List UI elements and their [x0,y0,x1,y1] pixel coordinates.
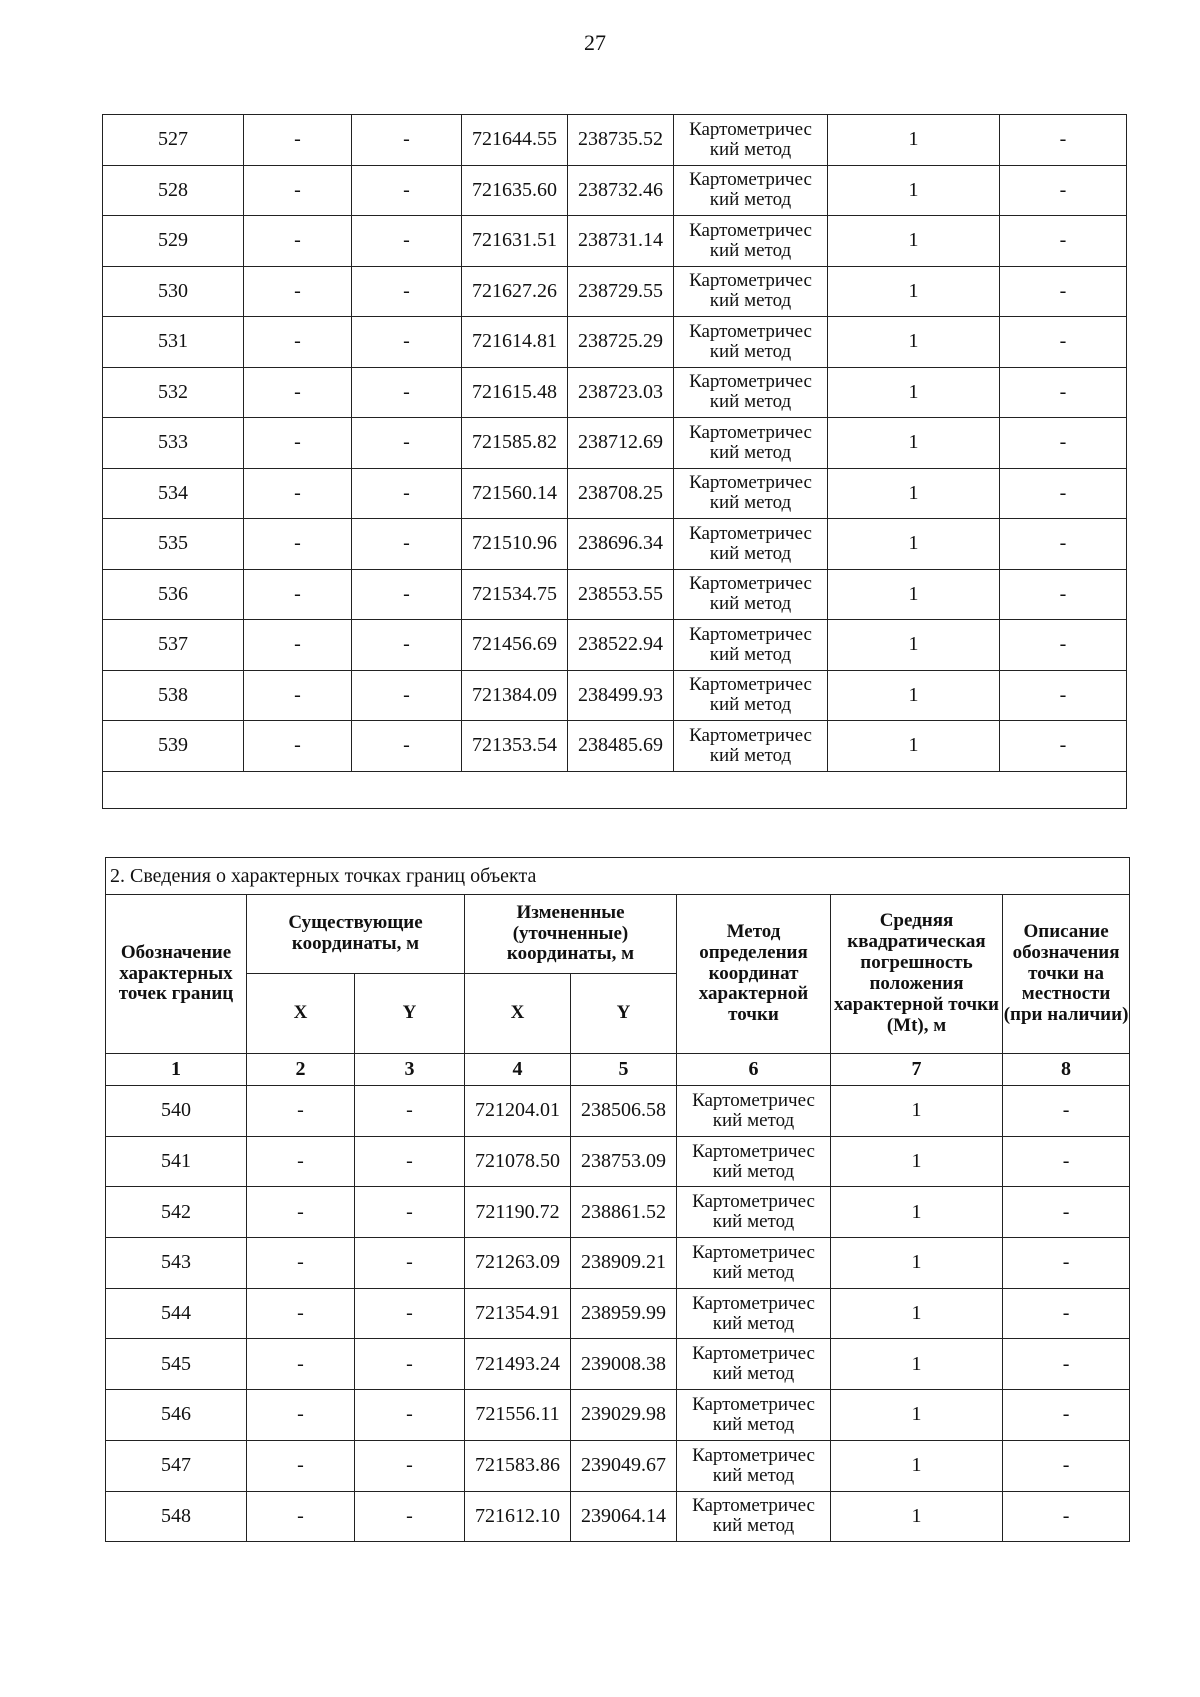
point-description: - [1000,367,1127,418]
page-number: 27 [584,30,606,55]
point-description: - [1003,1440,1130,1491]
existing-y: - [355,1238,465,1289]
mt-value: 1 [828,569,1000,620]
point-designation: 540 [106,1086,247,1137]
method-line-2: кий метод [712,1312,795,1334]
section-title: 2. Сведения о характерных точках границ объекта [106,858,1130,895]
column-number: 6 [677,1054,831,1086]
changed-x: 721612.10 [465,1491,571,1542]
point-designation: 527 [103,115,244,166]
existing-x: - [247,1288,355,1339]
method-cell [674,519,828,570]
point-description: - [1003,1288,1130,1339]
mt-value: 1 [828,115,1000,166]
column-number: 5 [571,1054,677,1086]
existing-x: - [244,670,352,721]
changed-y: 238861.52 [571,1187,677,1238]
existing-x: - [247,1086,355,1137]
existing-y: - [352,721,462,772]
changed-x: 721583.86 [465,1440,571,1491]
table-row [106,1086,1130,1137]
method-line-1: Картометричес [689,472,812,494]
table-row [106,1238,1130,1289]
header-y-changed: Y [571,974,677,1054]
point-description: - [1000,468,1127,519]
mt-value: 1 [831,1086,1003,1137]
method-cell [677,1187,831,1238]
mt-value: 1 [828,317,1000,368]
point-designation: 548 [106,1491,247,1542]
point-designation: 529 [103,216,244,267]
point-description: - [1003,1491,1130,1542]
changed-y: 238725.29 [568,317,674,368]
point-description: - [1000,216,1127,267]
changed-y: 239029.98 [571,1390,677,1441]
changed-x: 721556.11 [465,1390,571,1441]
changed-y: 238522.94 [568,620,674,671]
method-line-1: Картометричес [689,169,812,191]
existing-x: - [244,468,352,519]
method-cell [674,620,828,671]
method-line-1: Картометричес [689,724,812,746]
point-description: - [1003,1339,1130,1390]
existing-x: - [244,721,352,772]
changed-y: 238732.46 [568,165,674,216]
header-method: Метод определения координат характерной точки [677,895,831,1054]
header-point-designation: Обозначение характерных точек границ [106,895,247,1054]
changed-y: 238696.34 [568,519,674,570]
method-line-2: кий метод [709,340,792,362]
table-row [103,165,1127,216]
table-row [106,1491,1130,1542]
existing-y: - [352,418,462,469]
method-line-1: Картометричес [692,1140,815,1162]
changed-x: 721644.55 [462,115,568,166]
mt-value: 1 [831,1187,1003,1238]
method-cell [677,1238,831,1289]
method-line-2: кий метод [712,1109,795,1131]
changed-y: 238506.58 [571,1086,677,1137]
point-designation: 532 [103,367,244,418]
method-line-1: Картометричес [692,1394,815,1416]
changed-x: 721354.91 [465,1288,571,1339]
method-line-1: Картометричес [692,1444,815,1466]
mt-value: 1 [831,1491,1003,1542]
changed-x: 721493.24 [465,1339,571,1390]
header-y-existing: Y [355,974,465,1054]
mt-value: 1 [828,266,1000,317]
method-line-2: кий метод [709,593,792,615]
point-description: - [1000,165,1127,216]
point-description: - [1003,1187,1130,1238]
existing-x: - [244,317,352,368]
existing-y: - [355,1339,465,1390]
point-designation: 541 [106,1136,247,1187]
point-designation: 531 [103,317,244,368]
mt-value: 1 [828,670,1000,721]
existing-y: - [352,367,462,418]
point-description: - [1000,418,1127,469]
point-designation: 539 [103,721,244,772]
table-row [106,1187,1130,1238]
changed-y: 238553.55 [568,569,674,620]
existing-y: - [355,1390,465,1441]
changed-x: 721534.75 [462,569,568,620]
method-line-2: кий метод [712,1363,795,1385]
method-cell [677,1339,831,1390]
mt-value: 1 [828,468,1000,519]
changed-x: 721627.26 [462,266,568,317]
existing-x: - [244,216,352,267]
changed-y: 238708.25 [568,468,674,519]
method-line-2: кий метод [709,542,792,564]
column-number: 8 [1003,1054,1130,1086]
method-line-2: кий метод [709,694,792,716]
method-cell [677,1288,831,1339]
existing-y: - [352,266,462,317]
method-cell [677,1086,831,1137]
table-row [106,1390,1130,1441]
existing-x: - [244,418,352,469]
existing-x: - [247,1238,355,1289]
changed-x: 721635.60 [462,165,568,216]
point-description: - [1000,670,1127,721]
table-row [103,721,1127,772]
existing-y: - [355,1440,465,1491]
changed-x: 721353.54 [462,721,568,772]
changed-y: 238731.14 [568,216,674,267]
changed-y: 239008.38 [571,1339,677,1390]
table-row [103,418,1127,469]
method-line-1: Картометричес [689,118,812,140]
table-row [103,266,1127,317]
existing-y: - [352,620,462,671]
changed-x: 721615.48 [462,367,568,418]
method-cell [674,670,828,721]
existing-y: - [355,1288,465,1339]
column-number: 4 [465,1054,571,1086]
method-line-2: кий метод [709,744,792,766]
method-cell [674,266,828,317]
method-line-2: кий метод [712,1515,795,1537]
method-cell [674,721,828,772]
changed-x: 721456.69 [462,620,568,671]
point-description: - [1000,115,1127,166]
column-number: 7 [831,1054,1003,1086]
existing-y: - [352,670,462,721]
point-description: - [1000,317,1127,368]
empty-cell [103,771,1127,808]
table-row [103,216,1127,267]
existing-x: - [244,620,352,671]
point-designation: 544 [106,1288,247,1339]
method-cell [674,569,828,620]
method-cell [677,1390,831,1441]
mt-value: 1 [828,519,1000,570]
mt-value: 1 [828,165,1000,216]
point-designation: 547 [106,1440,247,1491]
changed-x: 721078.50 [465,1136,571,1187]
method-line-2: кий метод [712,1464,795,1486]
mt-value: 1 [828,367,1000,418]
changed-y: 238485.69 [568,721,674,772]
method-cell [677,1440,831,1491]
changed-x: 721384.09 [462,670,568,721]
existing-x: - [244,367,352,418]
method-line-2: кий метод [709,643,792,665]
method-line-1: Картометричес [689,573,812,595]
existing-y: - [352,216,462,267]
point-designation: 537 [103,620,244,671]
method-cell [677,1491,831,1542]
point-description: - [1000,569,1127,620]
point-description: - [1000,266,1127,317]
mt-value: 1 [828,721,1000,772]
changed-y: 238909.21 [571,1238,677,1289]
method-line-1: Картометричес [692,1495,815,1517]
point-description: - [1000,620,1127,671]
method-line-2: кий метод [709,189,792,211]
mt-value: 1 [831,1136,1003,1187]
point-designation: 542 [106,1187,247,1238]
mt-value: 1 [828,620,1000,671]
table-row [106,1136,1130,1187]
existing-y: - [355,1491,465,1542]
existing-x: - [247,1187,355,1238]
header-x-changed: X [465,974,571,1054]
existing-x: - [247,1491,355,1542]
point-designation: 535 [103,519,244,570]
header-description: Описание обозначения точки на местности (при наличии) [1003,895,1130,1054]
existing-y: - [355,1187,465,1238]
method-line-2: кий метод [709,441,792,463]
method-line-2: кий метод [712,1413,795,1435]
header-existing-coords: Существующие координаты, м [247,895,465,974]
existing-y: - [355,1086,465,1137]
existing-y: - [355,1136,465,1187]
changed-x: 721560.14 [462,468,568,519]
column-number: 1 [106,1054,247,1086]
method-cell [677,1136,831,1187]
method-line-1: Картометричес [692,1292,815,1314]
point-designation: 538 [103,670,244,721]
method-line-2: кий метод [712,1211,795,1233]
point-description: - [1003,1390,1130,1441]
table-row [103,468,1127,519]
existing-x: - [247,1339,355,1390]
point-description: - [1003,1238,1130,1289]
changed-y: 238959.99 [571,1288,677,1339]
method-cell [674,468,828,519]
method-line-1: Картометричес [689,270,812,292]
method-line-1: Картометричес [689,320,812,342]
method-line-2: кий метод [709,239,792,261]
method-line-2: кий метод [709,391,792,413]
method-line-1: Картометричес [689,522,812,544]
existing-x: - [247,1390,355,1441]
column-number: 3 [355,1054,465,1086]
point-designation: 534 [103,468,244,519]
method-line-2: кий метод [709,492,792,514]
existing-x: - [244,115,352,166]
method-line-1: Картометричес [692,1191,815,1213]
existing-x: - [244,519,352,570]
mt-value: 1 [831,1390,1003,1441]
point-designation: 546 [106,1390,247,1441]
method-line-2: кий метод [709,290,792,312]
mt-value: 1 [831,1440,1003,1491]
changed-x: 721585.82 [462,418,568,469]
changed-y: 239064.14 [571,1491,677,1542]
changed-y: 238729.55 [568,266,674,317]
existing-x: - [244,569,352,620]
existing-y: - [352,317,462,368]
changed-x: 721263.09 [465,1238,571,1289]
changed-y: 238712.69 [568,418,674,469]
existing-y: - [352,115,462,166]
point-designation: 530 [103,266,244,317]
method-line-1: Картометричес [689,371,812,393]
mt-value: 1 [831,1288,1003,1339]
changed-x: 721190.72 [465,1187,571,1238]
existing-x: - [244,165,352,216]
boundary-points-table [105,857,1130,1542]
existing-y: - [352,519,462,570]
method-cell [674,115,828,166]
changed-x: 721631.51 [462,216,568,267]
method-cell [674,165,828,216]
changed-y: 238753.09 [571,1136,677,1187]
existing-x: - [244,266,352,317]
table-row [106,1440,1130,1491]
method-line-1: Картометричес [689,421,812,443]
method-line-1: Картометричес [689,674,812,696]
method-cell [674,317,828,368]
mt-value: 1 [831,1238,1003,1289]
changed-y: 238499.93 [568,670,674,721]
changed-y: 238723.03 [568,367,674,418]
existing-y: - [352,165,462,216]
method-line-1: Картометричес [692,1343,815,1365]
point-description: - [1000,519,1127,570]
column-number: 2 [247,1054,355,1086]
table-row [103,620,1127,671]
point-designation: 536 [103,569,244,620]
method-cell [674,367,828,418]
method-line-2: кий метод [709,138,792,160]
existing-y: - [352,569,462,620]
method-line-1: Картометричес [689,623,812,645]
method-line-1: Картометричес [689,219,812,241]
method-line-2: кий метод [712,1261,795,1283]
changed-y: 239049.67 [571,1440,677,1491]
changed-y: 238735.52 [568,115,674,166]
method-line-2: кий метод [712,1160,795,1182]
existing-x: - [247,1440,355,1491]
table-row [106,1339,1130,1390]
point-designation: 528 [103,165,244,216]
coordinates-table-continued [102,114,1127,809]
table-row [103,317,1127,368]
point-description: - [1003,1086,1130,1137]
table-row [103,367,1127,418]
point-designation: 545 [106,1339,247,1390]
header-x-existing: X [247,974,355,1054]
table-row [103,670,1127,721]
method-cell [674,216,828,267]
changed-x: 721510.96 [462,519,568,570]
existing-x: - [247,1136,355,1187]
table-row [103,569,1127,620]
method-line-1: Картометричес [692,1241,815,1263]
table-row [103,519,1127,570]
changed-x: 721614.81 [462,317,568,368]
mt-value: 1 [828,418,1000,469]
mt-value: 1 [831,1339,1003,1390]
mt-value: 1 [828,216,1000,267]
point-designation: 543 [106,1238,247,1289]
existing-y: - [352,468,462,519]
table-row [106,1288,1130,1339]
method-line-1: Картометричес [692,1089,815,1111]
point-description: - [1003,1136,1130,1187]
empty-row [103,771,1127,808]
point-designation: 533 [103,418,244,469]
method-cell [674,418,828,469]
table-row [103,115,1127,166]
header-changed-coords: Измененные (уточненные) координаты, м [465,895,677,974]
header-mt: Средняя квадратическая погрешность положения характерной точки (Mt), м [831,895,1003,1054]
changed-x: 721204.01 [465,1086,571,1137]
point-description: - [1000,721,1127,772]
